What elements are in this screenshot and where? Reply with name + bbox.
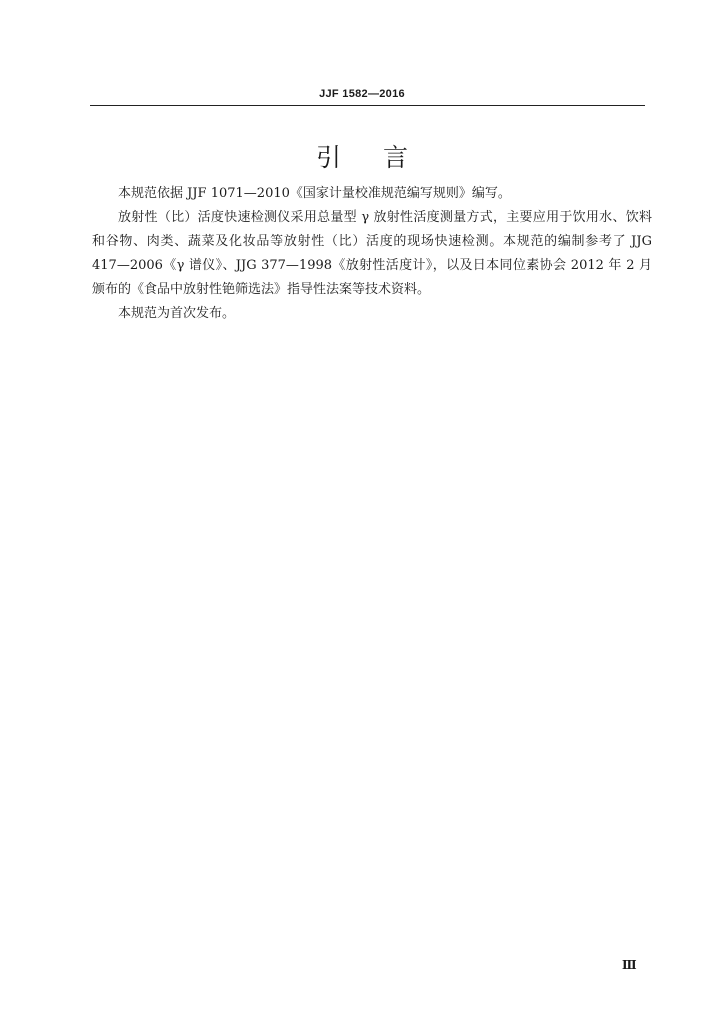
- paragraph-basis: 本规范依据 JJF 1071—2010《国家计量校准规范编写规则》编写。: [118, 186, 511, 201]
- page-title: 引言: [315, 143, 450, 172]
- paragraph-scope: 放射性（比）活度快速检测仪采用总量型 γ 放射性活度测量方式，主要应用于饮用水、饮料和谷物、肉类、蔬菜及化妆品等放射性（比）活度的现场快速检测。本规范的编制参考了 JJG 417—2006《γ 谱仪》、JJG 377—1998《放射性活度计》，以及日本同位素协会 2012 年 2 月颁布的《食品中放射性铯筛选法》指导性法案等技术资料。: [92, 210, 652, 297]
- page-number: Ⅲ: [622, 958, 637, 972]
- document-code-header: JJF 1582—2016: [319, 88, 405, 100]
- paragraph-release: 本规范为首次发布。: [118, 306, 236, 321]
- header-divider: [90, 105, 645, 106]
- body-text: [92, 182, 652, 326]
